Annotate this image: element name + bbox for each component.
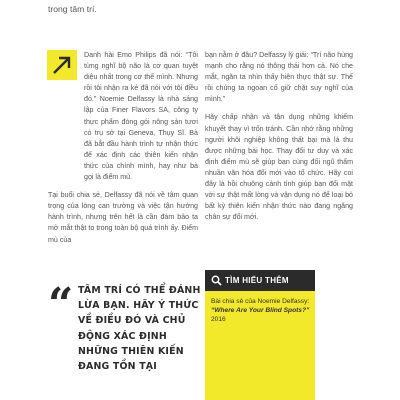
left-paragraph-1: Danh hài Emo Philips đã nói: “Tôi từng nghĩ bộ não là cơ quan tuyệt diệu nhất trong cơ thể mình. Nhưng rồi tôi nhận ra kẻ đã nói với tôi điều đó.” Noemie Delfassy là nhà sáng lập của Finer Flavors SA, công ty thực phẩm đóng gói nông sản tươi có trụ sở tại Geneva, Thụy Sĩ. Bà đã bắt đầu hành trình tự nhận thức để xác định các thiên kiến nhận thức của chính mình, hay như bà gọi là điểm mù. [84,51,198,182]
quote-icon: “ [48,279,74,330]
learn-more-body [211,297,311,324]
top-text: trong tâm trí. [48,4,97,14]
left-paragraph-2: Tại buổi chia sẻ, Delfassy đã nói về tâm quan trọng của lòng can trường và việc tận hưởng hành trình, nhưng trên hết là cần đảm bảo ta mở mắt thật to trong toàn bộ quá trình ấy. Điểm mù của [48,191,198,244]
learn-more-title: TÌM HIỂU THÊM [225,276,289,285]
search-icon [211,275,222,286]
learn-more-box [205,270,315,400]
right-paragraph-2: Hãy chấp nhận và tận dụng những khiếm khuyết thay vì trốn tránh. Cần nhớ rằng những người khôi nghiệp không thất bại mà là thu được những bài học. Thay đổi tư duy và xác định điểm mù sẽ giúp bạn cùng đối ngũ thẩm nhuần văn hóa đổi mới vào tổ chức. Hãy coi đây là hồi chuông cảnh tỉnh giúp bạn đối mặt với sự thật mất lòng và vận dụng nó để loại bỏ bất kỳ thiên kiến nhận thức nào đang ngăng chân sự đổi mới. [205,113,353,222]
learn-more-line: Bài chia sẻ của Noemie Delfassy: [211,298,310,305]
learn-more-year: 2016 [211,316,226,323]
right-column [205,50,353,230]
right-paragraph-1: bạn nằm ở đâu? Delfassy lý giải: “Trí não hùng mạnh cho rằng nó thông thái hơn cả. Nó che mắt, ngăn ta nhìn thấy hiện thực thật sự. Thế rồi chúng ta ngoan cố giữ chặt suy nghĩ của mình.” [205,51,353,104]
learn-more-talk-title: “Where Are Your Blind Spots?” [211,307,310,314]
learn-more-header [205,270,315,291]
pull-quote: TÂM TRÍ CÓ THỂ ĐÁNH LỪA BẠN. HÃY Ý THỨC VỀ ĐIỀU ĐÓ VÀ CHỦ ĐỘNG XÁC ĐỊNH NHỮNG THIÊN KIẾN ĐANG TỒN TẠI [78,285,201,373]
left-column [48,50,198,253]
